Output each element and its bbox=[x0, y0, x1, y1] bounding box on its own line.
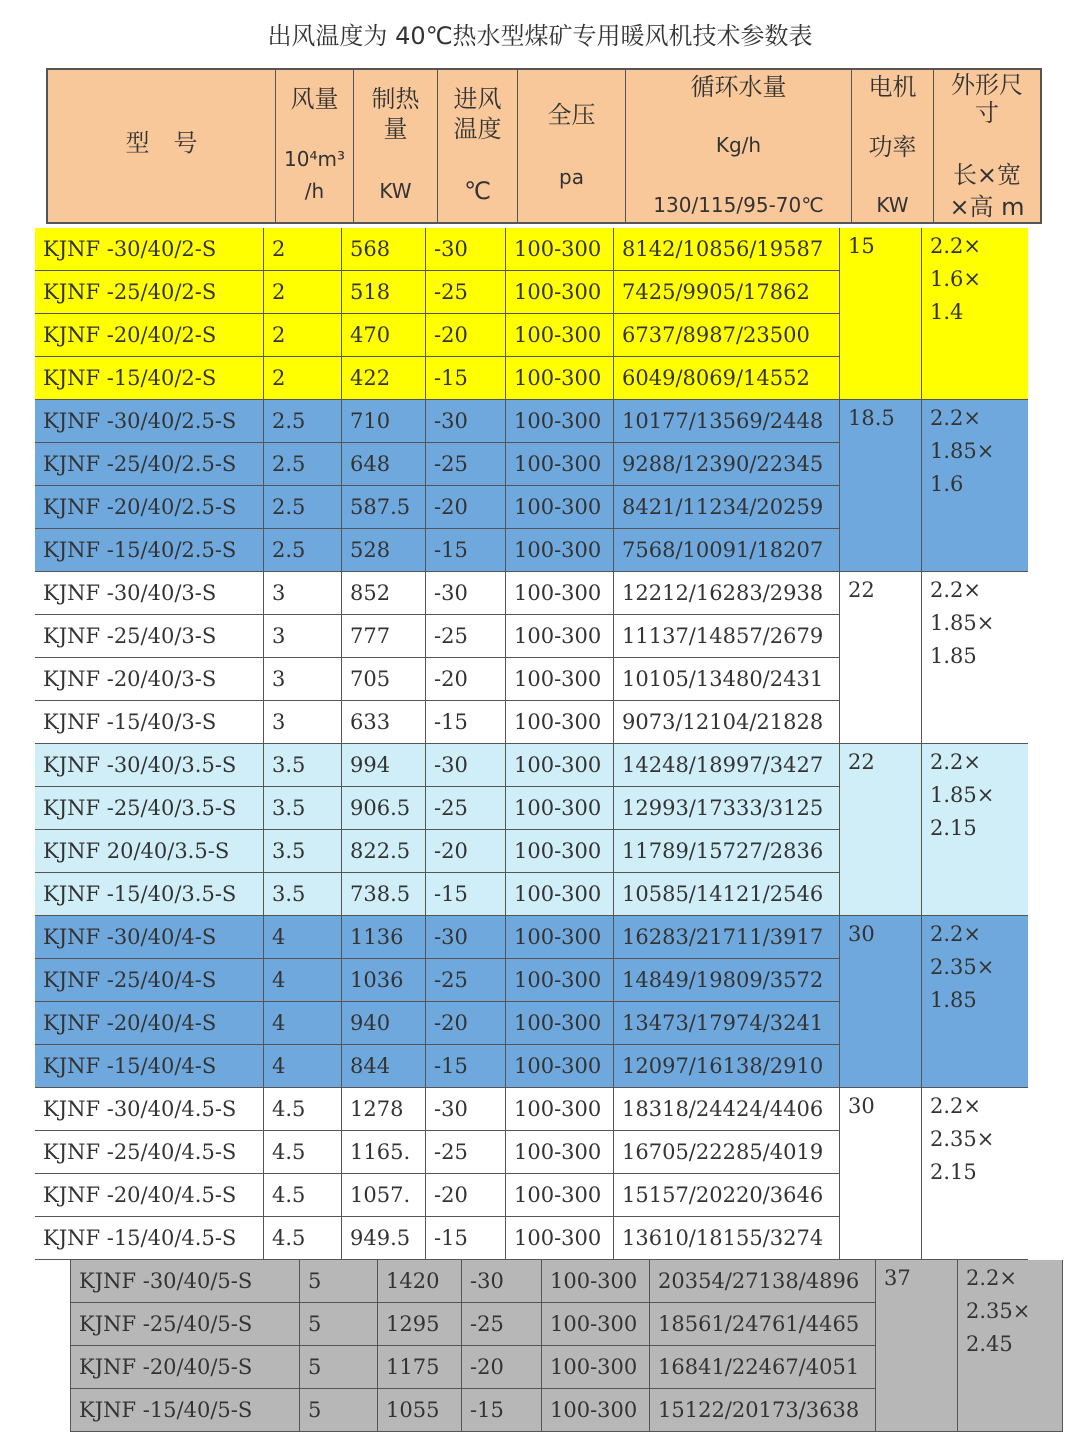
table-row bbox=[35, 744, 840, 787]
cell-water-flow: 8142/10856/19587 bbox=[614, 228, 840, 271]
cell-heat: 568 bbox=[342, 228, 426, 271]
table-row bbox=[35, 1045, 840, 1088]
cell-water-flow: 12993/17333/3125 bbox=[614, 787, 840, 830]
cell-inlet-temp: -30 bbox=[426, 400, 506, 443]
header-water-line1: 循环水量 bbox=[690, 73, 787, 101]
cell-model: KJNF -15/40/4.5-S bbox=[35, 1217, 264, 1260]
table-row bbox=[35, 1002, 840, 1045]
cell-water-flow: 9073/12104/21828 bbox=[614, 701, 840, 744]
cell-pressure: 100-300 bbox=[506, 701, 614, 744]
cell-heat: 648 bbox=[342, 443, 426, 486]
header-heat-line3: KW bbox=[379, 179, 412, 203]
cell-model: KJNF -30/40/2-S bbox=[35, 228, 264, 271]
cell-model: KJNF -15/40/5-S bbox=[71, 1389, 300, 1432]
cell-water-flow: 16283/21711/3917 bbox=[614, 916, 840, 959]
cell-water-flow: 14248/18997/3427 bbox=[614, 744, 840, 787]
cell-inlet-temp: -15 bbox=[462, 1389, 542, 1432]
cell-model: KJNF -15/40/3.5-S bbox=[35, 873, 264, 916]
cell-motor-power: 30 bbox=[840, 916, 922, 1088]
cell-motor-power: 22 bbox=[840, 572, 922, 744]
cell-pressure: 100-300 bbox=[542, 1260, 650, 1303]
cell-inlet-temp: -30 bbox=[426, 572, 506, 615]
cell-water-flow: 16841/22467/4051 bbox=[650, 1346, 876, 1389]
dimension-line: 1.85× bbox=[930, 439, 995, 463]
cell-inlet-temp: -15 bbox=[426, 701, 506, 744]
cell-heat: 633 bbox=[342, 701, 426, 744]
cell-heat: 587.5 bbox=[342, 486, 426, 529]
header-size-line3: 长×宽 bbox=[952, 161, 1022, 189]
header-inlet-line1: 进风 bbox=[453, 85, 502, 113]
cell-pressure: 100-300 bbox=[506, 658, 614, 701]
cell-airflow: 3.5 bbox=[264, 787, 342, 830]
cell-inlet-temp: -25 bbox=[426, 443, 506, 486]
cell-model: KJNF -20/40/2.5-S bbox=[35, 486, 264, 529]
table-row bbox=[35, 357, 840, 400]
cell-airflow: 5 bbox=[300, 1389, 378, 1432]
cell-model: KJNF -15/40/2-S bbox=[35, 357, 264, 400]
cell-model: KJNF -30/40/2.5-S bbox=[35, 400, 264, 443]
cell-water-flow: 15157/20220/3646 bbox=[614, 1174, 840, 1217]
cell-model: KJNF -30/40/3.5-S bbox=[35, 744, 264, 787]
cell-dimensions bbox=[922, 228, 1028, 400]
header-size-line1: 外形尺 bbox=[951, 71, 1023, 99]
table-title: 出风温度为 40℃热水型煤矿专用暖风机技术参数表 bbox=[267, 22, 813, 50]
cell-dimensions bbox=[922, 572, 1028, 744]
table-row bbox=[35, 1174, 840, 1217]
cell-model: KJNF -15/40/4-S bbox=[35, 1045, 264, 1088]
cell-airflow: 3 bbox=[264, 701, 342, 744]
dimension-line: 2.2× bbox=[930, 578, 981, 602]
dimension-line: 2.2× bbox=[930, 922, 981, 946]
cell-heat: 1295 bbox=[378, 1303, 462, 1346]
cell-motor-power: 37 bbox=[876, 1260, 958, 1432]
cell-heat: 1278 bbox=[342, 1088, 426, 1131]
cell-pressure: 100-300 bbox=[506, 1045, 614, 1088]
dimension-line: 2.2× bbox=[930, 1094, 981, 1118]
cell-inlet-temp: -25 bbox=[426, 271, 506, 314]
cell-pressure: 100-300 bbox=[506, 1217, 614, 1260]
cell-inlet-temp: -30 bbox=[426, 1088, 506, 1131]
cell-inlet-temp: -25 bbox=[426, 1131, 506, 1174]
cell-dimensions bbox=[922, 1088, 1028, 1260]
cell-airflow: 4 bbox=[264, 916, 342, 959]
model-group bbox=[35, 916, 1028, 1088]
cell-inlet-temp: -30 bbox=[462, 1260, 542, 1303]
cell-airflow: 5 bbox=[300, 1346, 378, 1389]
dimension-line: 2.35× bbox=[966, 1299, 1031, 1323]
dimension-line: 1.4 bbox=[930, 300, 964, 324]
cell-heat: 777 bbox=[342, 615, 426, 658]
cell-heat: 1057. bbox=[342, 1174, 426, 1217]
cell-inlet-temp: -15 bbox=[426, 357, 506, 400]
table-row bbox=[35, 1217, 840, 1260]
cell-motor-power: 30 bbox=[840, 1088, 922, 1260]
cell-water-flow: 12097/16138/2910 bbox=[614, 1045, 840, 1088]
cell-inlet-temp: -20 bbox=[426, 1174, 506, 1217]
cell-inlet-temp: -20 bbox=[462, 1346, 542, 1389]
table-row bbox=[35, 1088, 840, 1131]
cell-inlet-temp: -20 bbox=[426, 830, 506, 873]
cell-heat: 705 bbox=[342, 658, 426, 701]
cell-pressure: 100-300 bbox=[506, 1174, 614, 1217]
header-water bbox=[626, 70, 852, 222]
header-inlet-line2: 温度 bbox=[453, 115, 502, 143]
cell-model: KJNF -25/40/4-S bbox=[35, 959, 264, 1002]
cell-heat: 518 bbox=[342, 271, 426, 314]
cell-model: KJNF -25/40/3.5-S bbox=[35, 787, 264, 830]
cell-airflow: 4.5 bbox=[264, 1088, 342, 1131]
dimension-line: 2.2× bbox=[930, 406, 981, 430]
cell-water-flow: 18318/24424/4406 bbox=[614, 1088, 840, 1131]
cell-airflow: 2 bbox=[264, 314, 342, 357]
header-motor bbox=[852, 70, 934, 222]
cell-inlet-temp: -15 bbox=[426, 529, 506, 572]
header-motor-line2: 功率 bbox=[868, 133, 917, 161]
cell-water-flow: 12212/16283/2938 bbox=[614, 572, 840, 615]
cell-airflow: 3 bbox=[264, 615, 342, 658]
cell-water-flow: 8421/11234/20259 bbox=[614, 486, 840, 529]
table-row bbox=[71, 1389, 876, 1432]
cell-pressure: 100-300 bbox=[542, 1303, 650, 1346]
cell-airflow: 4.5 bbox=[264, 1174, 342, 1217]
cell-pressure: 100-300 bbox=[506, 400, 614, 443]
cell-heat: 1055 bbox=[378, 1389, 462, 1432]
cell-airflow: 4 bbox=[264, 959, 342, 1002]
dimension-line: 1.6× bbox=[930, 267, 981, 291]
cell-heat: 906.5 bbox=[342, 787, 426, 830]
cell-pressure: 100-300 bbox=[506, 486, 614, 529]
cell-airflow: 5 bbox=[300, 1303, 378, 1346]
cell-model: KJNF -25/40/3-S bbox=[35, 615, 264, 658]
cell-model: KJNF -30/40/4.5-S bbox=[35, 1088, 264, 1131]
cell-pressure: 100-300 bbox=[506, 830, 614, 873]
cell-heat: 940 bbox=[342, 1002, 426, 1045]
cell-airflow: 2 bbox=[264, 228, 342, 271]
cell-inlet-temp: -30 bbox=[426, 916, 506, 959]
cell-airflow: 2 bbox=[264, 357, 342, 400]
cell-pressure: 100-300 bbox=[506, 443, 614, 486]
model-group bbox=[35, 1088, 1028, 1260]
cell-inlet-temp: -20 bbox=[426, 486, 506, 529]
cell-pressure: 100-300 bbox=[506, 271, 614, 314]
cell-model: KJNF -20/40/4-S bbox=[35, 1002, 264, 1045]
cell-dimensions bbox=[922, 744, 1028, 916]
cell-airflow: 3.5 bbox=[264, 873, 342, 916]
cell-inlet-temp: -20 bbox=[426, 1002, 506, 1045]
header-airflow-line1: 风量 bbox=[290, 85, 339, 113]
cell-dimensions bbox=[922, 400, 1028, 572]
table-row bbox=[35, 400, 840, 443]
cell-airflow: 5 bbox=[300, 1260, 378, 1303]
cell-dimensions bbox=[958, 1260, 1064, 1432]
cell-airflow: 3.5 bbox=[264, 830, 342, 873]
cell-water-flow: 10585/14121/2546 bbox=[614, 873, 840, 916]
model-group bbox=[35, 744, 1028, 916]
table-row bbox=[35, 830, 840, 873]
cell-water-flow: 18561/24761/4465 bbox=[650, 1303, 876, 1346]
cell-airflow: 2 bbox=[264, 271, 342, 314]
table-row bbox=[35, 701, 840, 744]
cell-pressure: 100-300 bbox=[506, 787, 614, 830]
header-airflow-line2: 10⁴m³ bbox=[284, 147, 345, 171]
table-row bbox=[71, 1303, 876, 1346]
cell-inlet-temp: -20 bbox=[426, 658, 506, 701]
header-motor-line3: KW bbox=[876, 193, 909, 217]
dimension-line: 2.15 bbox=[930, 816, 977, 840]
header-water-line3: 130/115/95-70℃ bbox=[653, 193, 824, 217]
header-motor-line1: 电机 bbox=[868, 73, 917, 101]
cell-heat: 470 bbox=[342, 314, 426, 357]
cell-pressure: 100-300 bbox=[506, 357, 614, 400]
cell-inlet-temp: -30 bbox=[426, 744, 506, 787]
dimension-line: 1.85× bbox=[930, 611, 995, 635]
cell-airflow: 3.5 bbox=[264, 744, 342, 787]
cell-airflow: 4 bbox=[264, 1002, 342, 1045]
cell-heat: 994 bbox=[342, 744, 426, 787]
table-row bbox=[35, 959, 840, 1002]
cell-model: KJNF -20/40/4.5-S bbox=[35, 1174, 264, 1217]
dimension-line: 2.45 bbox=[966, 1332, 1013, 1356]
cell-water-flow: 6049/8069/14552 bbox=[614, 357, 840, 400]
cell-airflow: 2.5 bbox=[264, 400, 342, 443]
header-model bbox=[48, 70, 276, 222]
cell-model: KJNF -30/40/4-S bbox=[35, 916, 264, 959]
table-row bbox=[35, 486, 840, 529]
dimension-line: 2.15 bbox=[930, 1160, 977, 1184]
model-group bbox=[70, 1260, 1063, 1432]
cell-pressure: 100-300 bbox=[506, 529, 614, 572]
cell-heat: 422 bbox=[342, 357, 426, 400]
cell-heat: 710 bbox=[342, 400, 426, 443]
cell-model: KJNF -20/40/5-S bbox=[71, 1346, 300, 1389]
cell-pressure: 100-300 bbox=[506, 959, 614, 1002]
cell-airflow: 4 bbox=[264, 1045, 342, 1088]
cell-model: KJNF -25/40/5-S bbox=[71, 1303, 300, 1346]
cell-water-flow: 11789/15727/2836 bbox=[614, 830, 840, 873]
header-pressure bbox=[518, 70, 626, 222]
table-row bbox=[35, 787, 840, 830]
cell-inlet-temp: -20 bbox=[426, 314, 506, 357]
header-airflow bbox=[276, 70, 354, 222]
cell-motor-power: 15 bbox=[840, 228, 922, 400]
header-inlet-temp bbox=[438, 70, 518, 222]
header-heat bbox=[354, 70, 438, 222]
table-row bbox=[35, 615, 840, 658]
cell-model: KJNF -25/40/4.5-S bbox=[35, 1131, 264, 1174]
cell-inlet-temp: -15 bbox=[426, 1045, 506, 1088]
cell-airflow: 3 bbox=[264, 572, 342, 615]
model-group bbox=[35, 228, 1028, 400]
table-row bbox=[35, 271, 840, 314]
table-row bbox=[35, 1131, 840, 1174]
header-pressure-line1: 全压 bbox=[547, 101, 596, 129]
dimension-line: 2.35× bbox=[930, 1127, 995, 1151]
cell-pressure: 100-300 bbox=[542, 1389, 650, 1432]
cell-pressure: 100-300 bbox=[506, 744, 614, 787]
cell-model: KJNF -25/40/2.5-S bbox=[35, 443, 264, 486]
cell-inlet-temp: -25 bbox=[426, 787, 506, 830]
cell-dimensions bbox=[922, 916, 1028, 1088]
cell-heat: 738.5 bbox=[342, 873, 426, 916]
cell-pressure: 100-300 bbox=[542, 1346, 650, 1389]
cell-heat: 528 bbox=[342, 529, 426, 572]
cell-inlet-temp: -15 bbox=[426, 873, 506, 916]
cell-heat: 1175 bbox=[378, 1346, 462, 1389]
cell-model: KJNF -20/40/3-S bbox=[35, 658, 264, 701]
cell-heat: 1136 bbox=[342, 916, 426, 959]
table-header bbox=[46, 68, 1042, 224]
table-row bbox=[35, 572, 840, 615]
cell-inlet-temp: -25 bbox=[426, 959, 506, 1002]
header-size bbox=[934, 70, 1040, 222]
header-model-label: 型 号 bbox=[125, 129, 198, 157]
cell-heat: 1165. bbox=[342, 1131, 426, 1174]
header-size-line4: ×高 m bbox=[949, 193, 1025, 221]
cell-water-flow: 15122/20173/3638 bbox=[650, 1389, 876, 1432]
header-airflow-line3: /h bbox=[304, 179, 325, 203]
cell-pressure: 100-300 bbox=[506, 572, 614, 615]
cell-water-flow: 14849/19809/3572 bbox=[614, 959, 840, 1002]
cell-pressure: 100-300 bbox=[506, 1088, 614, 1131]
cell-water-flow: 6737/8987/23500 bbox=[614, 314, 840, 357]
table-row bbox=[71, 1346, 876, 1389]
dimension-line: 2.2× bbox=[930, 234, 981, 258]
cell-model: KJNF -20/40/2-S bbox=[35, 314, 264, 357]
cell-water-flow: 7568/10091/18207 bbox=[614, 529, 840, 572]
cell-pressure: 100-300 bbox=[506, 615, 614, 658]
cell-water-flow: 13473/17974/3241 bbox=[614, 1002, 840, 1045]
dimension-line: 1.6 bbox=[930, 472, 964, 496]
cell-heat: 822.5 bbox=[342, 830, 426, 873]
table-row bbox=[35, 916, 840, 959]
cell-model: KJNF -15/40/2.5-S bbox=[35, 529, 264, 572]
cell-heat: 844 bbox=[342, 1045, 426, 1088]
dimension-line: 1.85× bbox=[930, 783, 995, 807]
cell-model: KJNF 20/40/3.5-S bbox=[35, 830, 264, 873]
dimension-line: 1.85 bbox=[930, 644, 977, 668]
table-row bbox=[35, 529, 840, 572]
table-row bbox=[71, 1260, 876, 1303]
cell-inlet-temp: -15 bbox=[426, 1217, 506, 1260]
cell-pressure: 100-300 bbox=[506, 228, 614, 271]
dimension-line: 2.35× bbox=[930, 955, 995, 979]
cell-model: KJNF -25/40/2-S bbox=[35, 271, 264, 314]
cell-airflow: 2.5 bbox=[264, 443, 342, 486]
cell-heat: 949.5 bbox=[342, 1217, 426, 1260]
header-size-line2: 寸 bbox=[975, 99, 999, 127]
cell-inlet-temp: -25 bbox=[426, 615, 506, 658]
cell-airflow: 4.5 bbox=[264, 1217, 342, 1260]
table-row bbox=[35, 228, 840, 271]
table-row bbox=[35, 314, 840, 357]
cell-pressure: 100-300 bbox=[506, 1131, 614, 1174]
cell-airflow: 2.5 bbox=[264, 529, 342, 572]
header-inlet-line3: ℃ bbox=[464, 177, 491, 205]
header-water-line2: Kg/h bbox=[715, 133, 762, 157]
cell-inlet-temp: -25 bbox=[462, 1303, 542, 1346]
dimension-line: 2.2× bbox=[930, 750, 981, 774]
cell-model: KJNF -30/40/5-S bbox=[71, 1260, 300, 1303]
cell-heat: 1036 bbox=[342, 959, 426, 1002]
cell-water-flow: 9288/12390/22345 bbox=[614, 443, 840, 486]
cell-motor-power: 18.5 bbox=[840, 400, 922, 572]
cell-water-flow: 16705/22285/4019 bbox=[614, 1131, 840, 1174]
table-row bbox=[35, 873, 840, 916]
cell-airflow: 3 bbox=[264, 658, 342, 701]
cell-pressure: 100-300 bbox=[506, 314, 614, 357]
cell-heat: 1420 bbox=[378, 1260, 462, 1303]
cell-pressure: 100-300 bbox=[506, 1002, 614, 1045]
header-pressure-line2: pa bbox=[559, 165, 584, 189]
table-row bbox=[35, 658, 840, 701]
header-heat-line2: 量 bbox=[383, 115, 408, 143]
model-group bbox=[35, 572, 1028, 744]
cell-heat: 852 bbox=[342, 572, 426, 615]
cell-water-flow: 10177/13569/2448 bbox=[614, 400, 840, 443]
table-row bbox=[35, 443, 840, 486]
cell-pressure: 100-300 bbox=[506, 916, 614, 959]
cell-airflow: 2.5 bbox=[264, 486, 342, 529]
cell-model: KJNF -15/40/3-S bbox=[35, 701, 264, 744]
cell-pressure: 100-300 bbox=[506, 873, 614, 916]
cell-water-flow: 7425/9905/17862 bbox=[614, 271, 840, 314]
cell-inlet-temp: -30 bbox=[426, 228, 506, 271]
model-group bbox=[35, 400, 1028, 572]
cell-water-flow: 13610/18155/3274 bbox=[614, 1217, 840, 1260]
cell-water-flow: 11137/14857/2679 bbox=[614, 615, 840, 658]
cell-motor-power: 22 bbox=[840, 744, 922, 916]
dimension-line: 2.2× bbox=[966, 1266, 1017, 1290]
header-heat-line1: 制热 bbox=[371, 85, 420, 113]
cell-water-flow: 20354/27138/4896 bbox=[650, 1260, 876, 1303]
cell-airflow: 4.5 bbox=[264, 1131, 342, 1174]
cell-water-flow: 10105/13480/2431 bbox=[614, 658, 840, 701]
dimension-line: 1.85 bbox=[930, 988, 977, 1012]
cell-model: KJNF -30/40/3-S bbox=[35, 572, 264, 615]
